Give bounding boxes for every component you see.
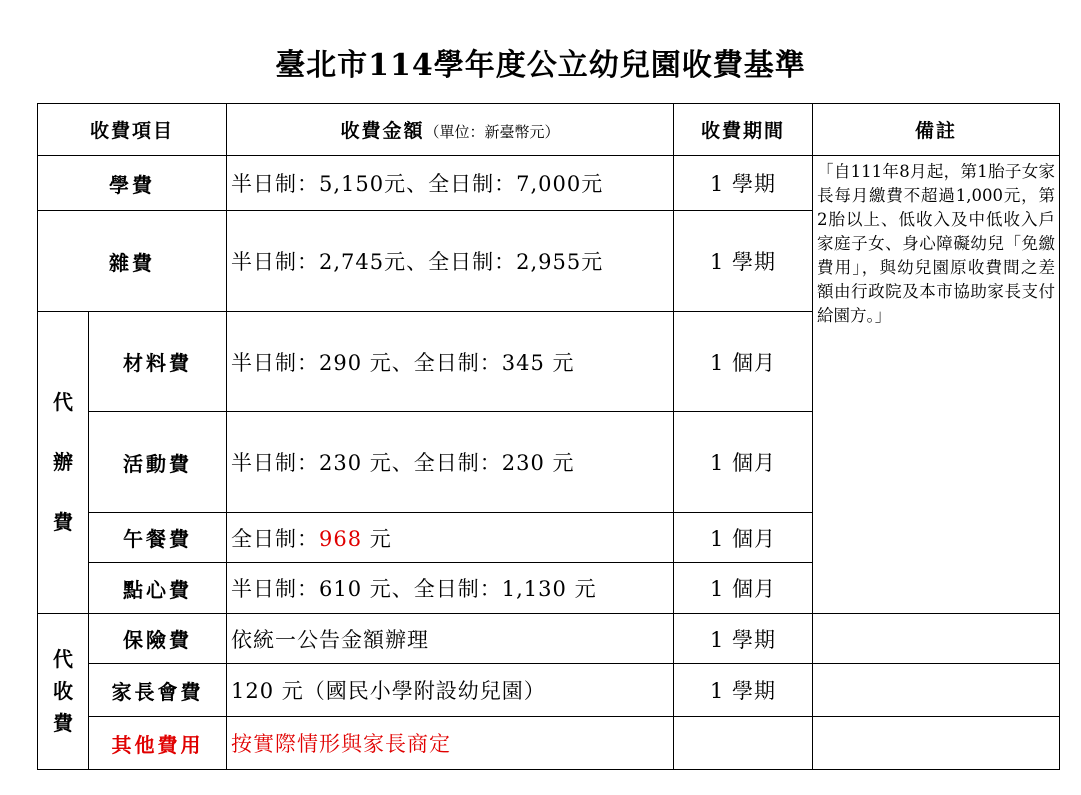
amount-tuition: 半日制：5,150元、全日制：7,000元 xyxy=(227,156,674,211)
period-parent-assoc: 1 學期 xyxy=(674,664,813,717)
page-title: 臺北市114學年度公立幼兒園收費基準 xyxy=(275,48,806,83)
period-empty-other xyxy=(674,717,813,770)
header-row xyxy=(38,104,1060,156)
group-char: 費 xyxy=(53,710,73,735)
amount-snack: 半日制：610 元、全日制：1,130 元 xyxy=(227,563,674,614)
amount-material: 半日制：290 元、全日制：345 元 xyxy=(227,312,674,412)
item-insurance: 保險費 xyxy=(89,614,227,664)
period-tuition: 1 學期 xyxy=(674,156,813,211)
header-amount xyxy=(227,104,674,156)
item-other: 其他費用 xyxy=(89,717,227,770)
amount-insurance: 依統一公告金額辦理 xyxy=(227,614,674,664)
group-char: 代 xyxy=(53,389,73,414)
fee-table xyxy=(37,103,1060,770)
group-char: 辦 xyxy=(53,449,73,474)
item-material: 材料費 xyxy=(89,312,227,412)
header-note: 備註 xyxy=(813,104,1060,156)
row-parent-assoc xyxy=(38,664,1060,717)
period-misc: 1 學期 xyxy=(674,211,813,312)
amount-other: 按實際情形與家長商定 xyxy=(227,717,674,770)
header-amount-label: 收費金額 xyxy=(340,120,425,142)
amount-misc: 半日制：2,745元、全日制：2,955元 xyxy=(227,211,674,312)
group-char: 費 xyxy=(53,509,73,534)
header-item: 收費項目 xyxy=(38,104,227,156)
amount-activity: 半日制：230 元、全日制：230 元 xyxy=(227,412,674,513)
amount-lunch-suffix: 元 xyxy=(362,526,392,551)
item-tuition: 學費 xyxy=(38,156,227,211)
item-snack: 點心費 xyxy=(89,563,227,614)
amount-lunch-prefix: 全日制： xyxy=(231,526,320,551)
note-empty-parent-assoc xyxy=(813,664,1060,717)
header-amount-unit: （單位：新臺幣元） xyxy=(424,123,560,141)
group-agency-fee-label xyxy=(51,389,75,534)
note-empty-other xyxy=(813,717,1060,770)
amount-lunch-value: 968 xyxy=(319,526,363,551)
group-char: 收 xyxy=(53,678,73,703)
item-parent-assoc: 家長會費 xyxy=(89,664,227,717)
item-misc: 雜費 xyxy=(38,211,227,312)
note-empty-insurance xyxy=(813,614,1060,664)
period-material: 1 個月 xyxy=(674,312,813,412)
row-insurance xyxy=(38,614,1060,664)
group-agency-fee xyxy=(38,312,89,614)
period-snack: 1 個月 xyxy=(674,563,813,614)
item-lunch: 午餐費 xyxy=(89,513,227,563)
header-period: 收費期間 xyxy=(674,104,813,156)
row-other xyxy=(38,717,1060,770)
period-activity: 1 個月 xyxy=(674,412,813,513)
row-tuition xyxy=(38,156,1060,211)
group-char: 代 xyxy=(53,646,73,671)
note-cell: 「自111年8月起，第1胎子女家長每月繳費不超過1,000元，第2胎以上、低收入及中低收入戶家庭子女、身心障礙幼兒「免繳費用」，與幼兒園原收費間之差額由行政院及本市協助家長支付給園方。」 xyxy=(813,156,1060,614)
period-insurance: 1 學期 xyxy=(674,614,813,664)
amount-parent-assoc: 120 元（國民小學附設幼兒園） xyxy=(227,664,674,717)
period-lunch: 1 個月 xyxy=(674,513,813,563)
group-collection-fee-label xyxy=(51,646,75,735)
amount-lunch xyxy=(227,513,674,563)
group-collection-fee xyxy=(38,614,89,770)
item-activity: 活動費 xyxy=(89,412,227,513)
